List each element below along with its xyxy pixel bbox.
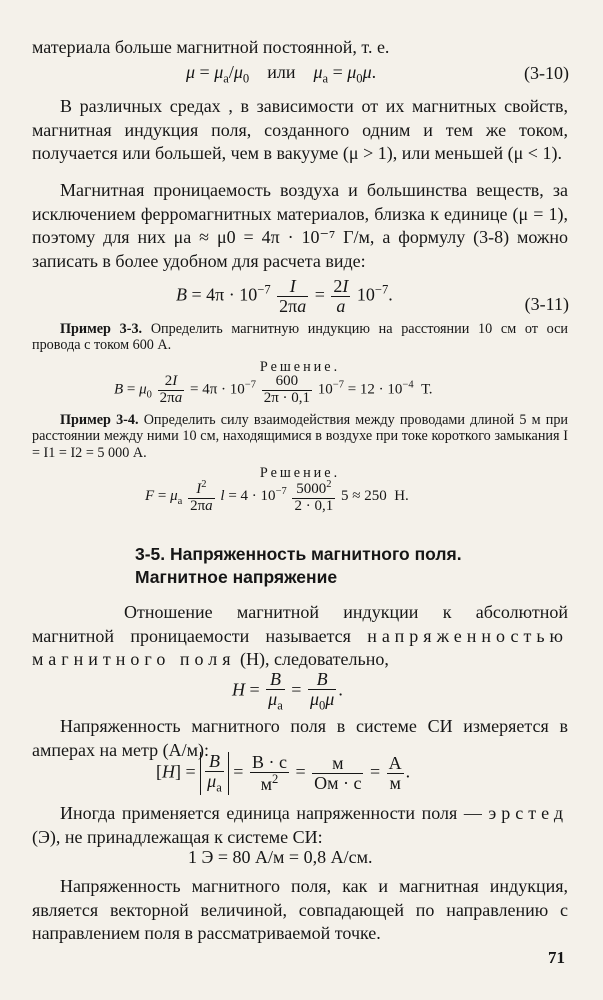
equation-units: [H] = $\frac{B}{\mu_a}$ = $\frac{В \cdot с}{м^2}$ = $\frac{м}{Ом \cdot с}$ = $\frac{А}{м}$ . (156, 751, 411, 795)
paragraph-media: В различных средах , в зависимости от их магнитных свойств, магнитная индукция поля, созданного одним и тем же током, получается или большей, чем в вакууме (μ > 1), или меньшей (μ < 1). (32, 96, 568, 164)
paragraph-vector: Напряженность магнитного поля, как и магнитная индукция, является векторной величиной, совпадающей по направлению с направлением поля в рассматриваемой точке. (32, 876, 568, 944)
equation-oersted: 1 Э = 80 А/м = 0,8 А/см. (188, 847, 373, 867)
paragraph-si-units: Напряженность магнитного поля в системе СИ измеряется в амперах на метр (А/м): (32, 716, 568, 760)
paragraph-oersted: Иногда применяется единица напряженности поля — эрстед (Э), не принадлежащая к системе СИ: (32, 803, 568, 847)
example-3-4: Пример 3-4. Определить силу взаимодействия между проводами длиной 5 м при расстоянии между ними 10 см, находящимися в воздухе при токе короткого замыкания I = I1 = I2 = 5 000 А. (32, 412, 569, 461)
equation-h: H = $\frac{B}{\mu_a}$ = $\frac{B}{\mu_0\mu}$ . (232, 669, 343, 713)
section-subheading: Магнитное напряжение (135, 567, 338, 587)
solution-label: Решение. (259, 359, 341, 375)
example-3-3-equation: $B = \mu_0$ $\frac{2I}{2\pi a}$ = $4\pi \cdot 10^{-7}$ $\frac{600}{2\pi \cdot 0,1}$ $10^{-7} = 12 \cdot 10^{-4}$ Т. (114, 373, 433, 406)
example-3-3: Пример 3-3. Определить магнитную индукцию на расстоянии 10 см от оси провода с током 600 А. (32, 321, 568, 354)
equation-number: (3-11) (524, 294, 569, 314)
solution-label: Решение. (259, 465, 341, 481)
text-line: материала больше магнитной постоянной, т. е. (32, 37, 390, 57)
equation-3-10: $\mu = \mu_a/\mu_0$ или $\mu_a = \mu_0\mu$. (186, 62, 377, 86)
example-3-4-equation: $F = \mu_a$ $\frac{I^2}{2\pi a}$ $l = 4 \cdot 10^{-7}$ $\frac{5000^2}{2 \cdot 0,1}$ 5 ≈ 250 Н. (145, 479, 409, 514)
equation-number: (3-10) (524, 63, 569, 83)
paragraph-intensity-definition: Отношение магнитной индукции к абсолютной магнитной проницаемости называется напряженностью магнитного поля (H), следовательно, (32, 602, 568, 670)
paragraph-permeability: Магнитная проницаемость воздуха и большинства веществ, за исключением ферромагнитных материалов, близка к единице (μ = 1), поэтому для них μa ≈ μ0 = 4π · 10⁻⁷ Г/м, а формулу (3-8) можно записать в более удобном для расчета виде: (32, 180, 568, 271)
equation-3-11: $B = 4\pi \cdot 10^{-7}$ $\frac{I}{2\pi a}$ = $\frac{2I}{a}$ $10^{-7}$. (176, 276, 393, 316)
section-heading: 3-5. Напряженность магнитного поля. (135, 544, 462, 564)
page-number: 71 (548, 948, 565, 967)
